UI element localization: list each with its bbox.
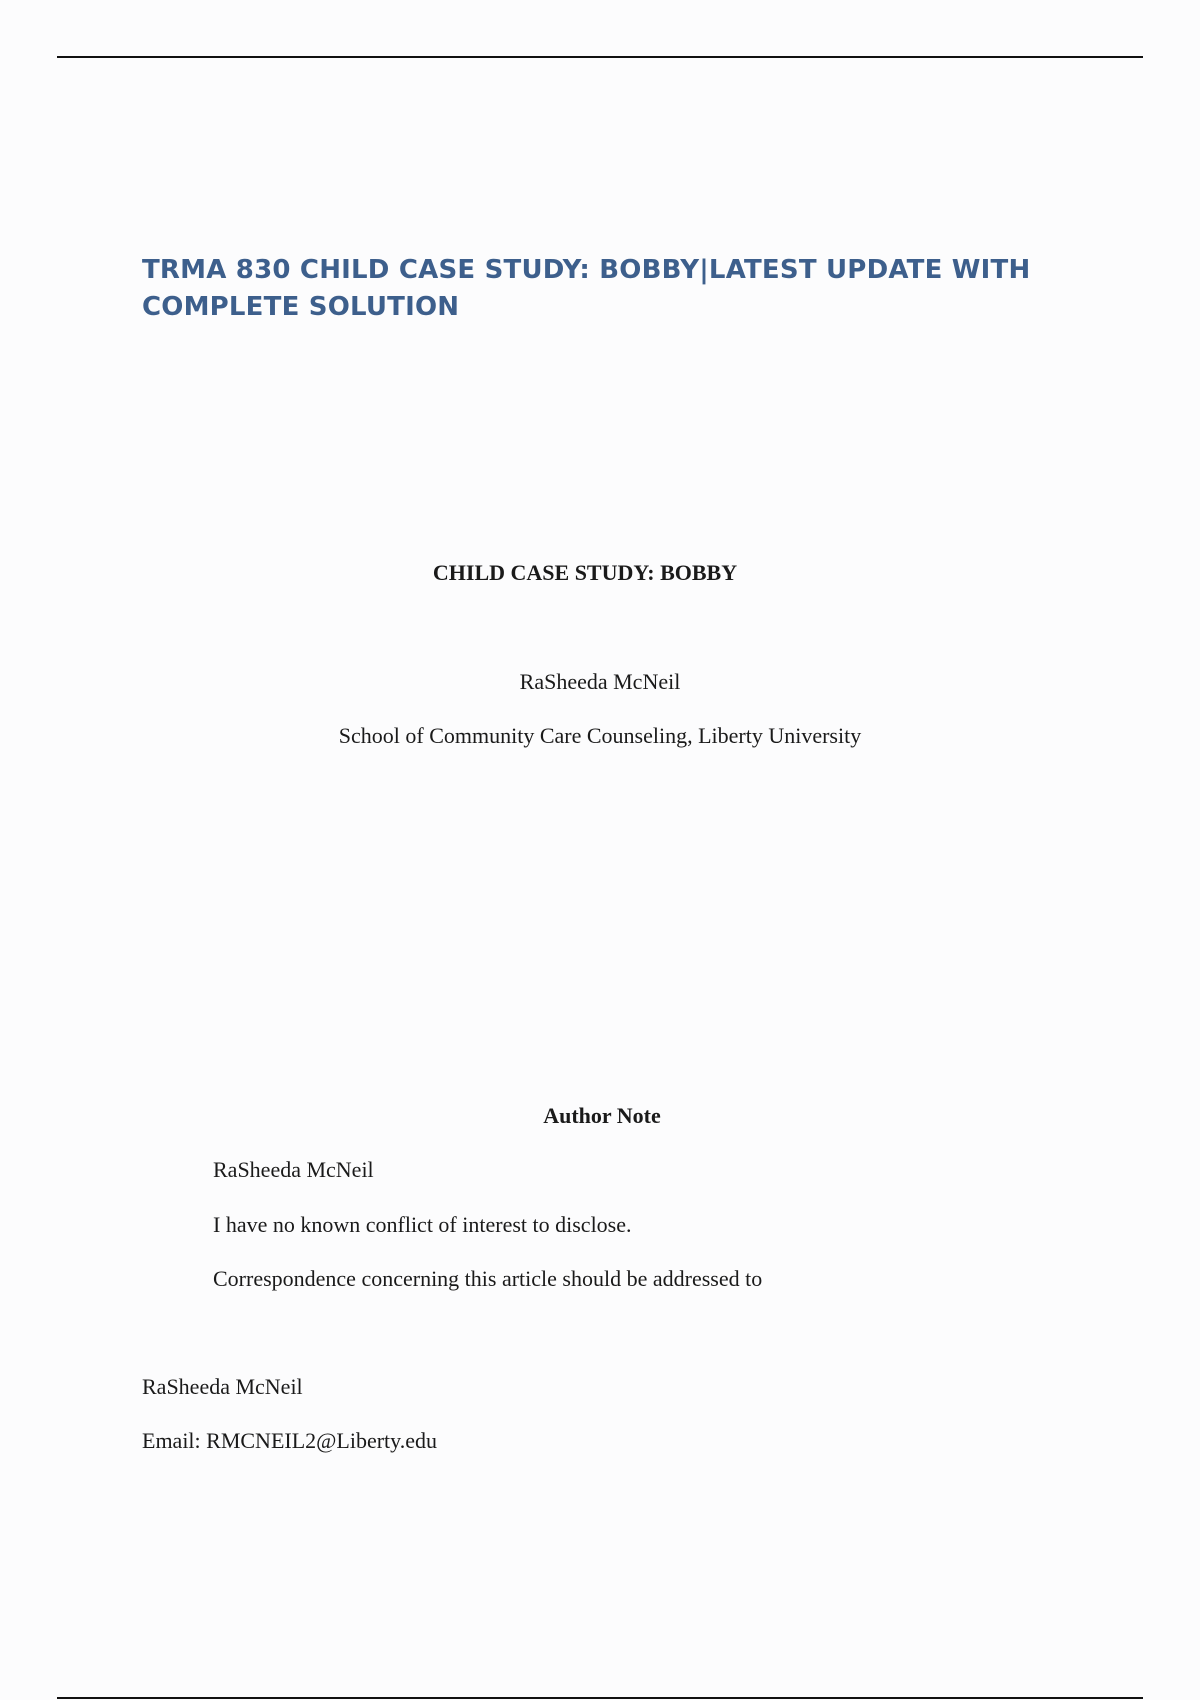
author-name: RaSheeda McNeil <box>519 669 681 694</box>
correspondence-statement: Correspondence concerning this article should be addressed to <box>213 1266 763 1291</box>
top-rule <box>57 56 1143 58</box>
paper-title: CHILD CASE STUDY: BOBBY <box>432 560 738 585</box>
author-note-heading: Author Note <box>543 1103 661 1128</box>
author-affiliation: School of Community Care Counseling, Liberty University <box>338 723 862 748</box>
contact-email: Email: RMCNEIL2@Liberty.edu <box>142 1428 438 1453</box>
author-note-name: RaSheeda McNeil <box>213 1157 374 1182</box>
contact-name: RaSheeda McNeil <box>142 1374 303 1399</box>
conflict-of-interest-statement: I have no known conflict of interest to disclose. <box>213 1212 632 1237</box>
document-title: TRMA 830 CHILD CASE STUDY: BOBBY|LATEST UPDATE WITH COMPLETE SOLUTION <box>142 255 1031 322</box>
bottom-rule <box>57 1697 1143 1699</box>
